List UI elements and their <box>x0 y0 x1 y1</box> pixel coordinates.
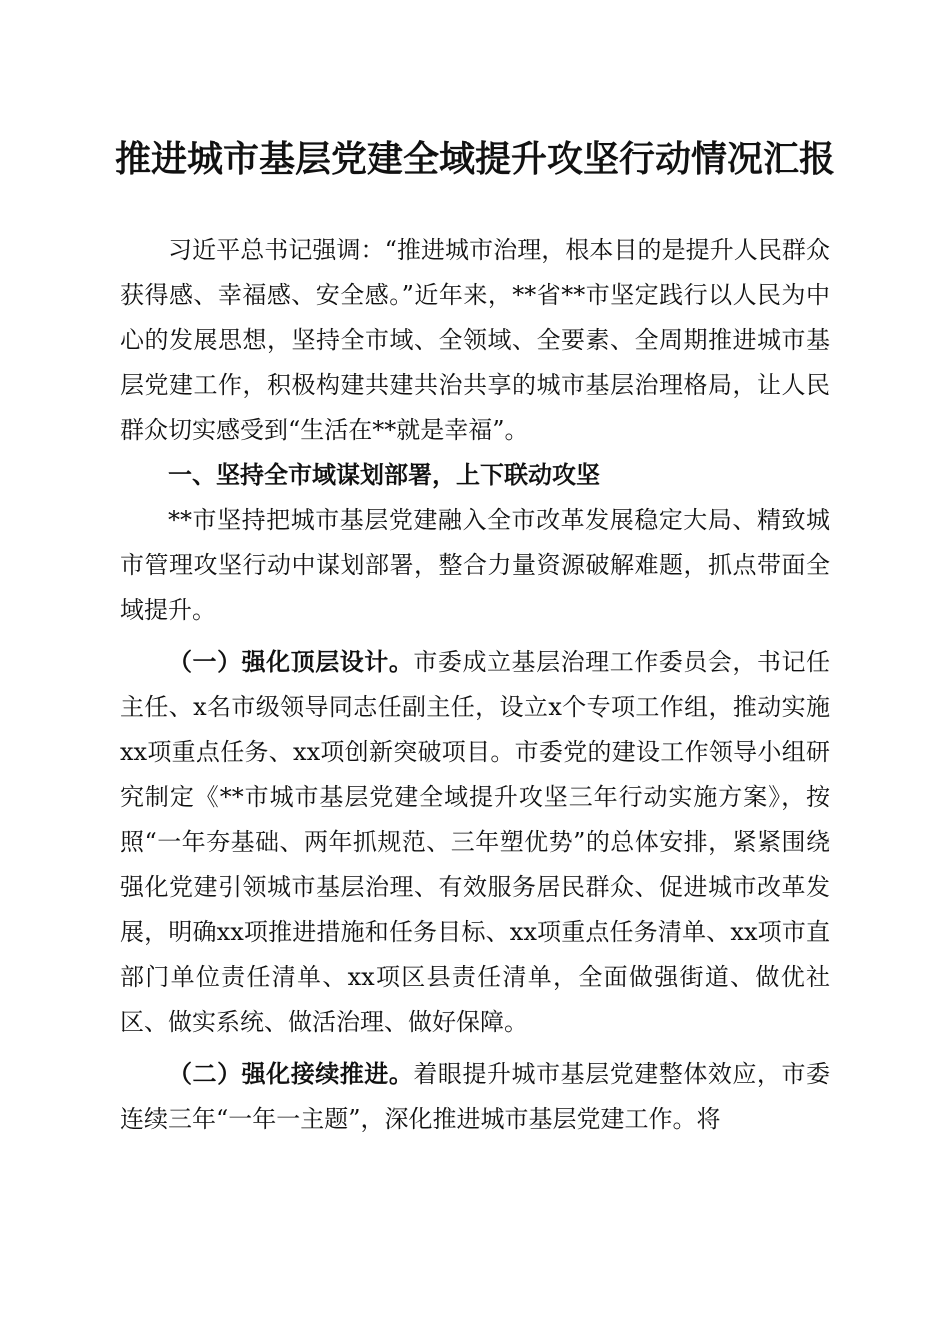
subsection-2-text: 着眼提升城市基层党建整体效应，市委连续三年“一年一主题”，深化推进城市基层党建工作。将 <box>120 1060 831 1133</box>
paragraph-section-1-intro <box>120 498 830 633</box>
paragraph-intro-text: 习近平总书记强调：“推进城市治理，根本目的是提升人民群众获得感、幸福感、安全感。”近年来，**省**市坚定践行以人民为中心的发展思想，坚持全市域、全领域、全要素、全周期推进城市基层党建工作，积极构建共建共治共享的城市基层治理格局，让人民群众切实感受到“生活在**就是幸福”。 <box>120 236 830 444</box>
subsection-1-heading: （一）强化顶层设计。 <box>168 647 414 676</box>
subsection-1-text: 市委成立基层治理工作委员会，书记任主任、x名市级领导同志任副主任，设立x个专项工作组，推动实施xx项重点任务、xx项创新突破项目。市委党的建设工作领导小组研究制定《**市城市基层党建全域提升攻坚三年行动实施方案》，按照“一年夯基础、两年抓规范、三年塑优势”的总体安排，紧紧围绕强化党建引领城市基层治理、有效服务居民群众、促进城市改革发展，明确xx项推进措施和任务目标、xx项重点任务清单、xx项市直部门单位责任清单、xx项区县责任清单，全面做强街道、做优社区、做实系统、做活治理、做好保障。 <box>120 648 831 1036</box>
document-title: 推进城市基层党建全域提升攻坚行动情况汇报 <box>114 138 835 180</box>
paragraph-subsection-2 <box>120 1051 830 1142</box>
section-heading-1 <box>120 453 830 498</box>
paragraph-subsection-1 <box>120 639 830 1045</box>
section-heading-1-text: 一、坚持全市域谋划部署，上下联动攻坚 <box>168 461 600 489</box>
subsection-2-heading: （二）强化接续推进。 <box>168 1059 414 1088</box>
paragraph-section-1-intro-text: **市坚持把城市基层党建融入全市改革发展稳定大局、精致城市管理攻坚行动中谋划部署，整合力量资源破解难题，抓点带面全域提升。 <box>120 506 830 624</box>
document-body <box>120 228 830 1142</box>
paragraph-intro <box>120 228 830 453</box>
